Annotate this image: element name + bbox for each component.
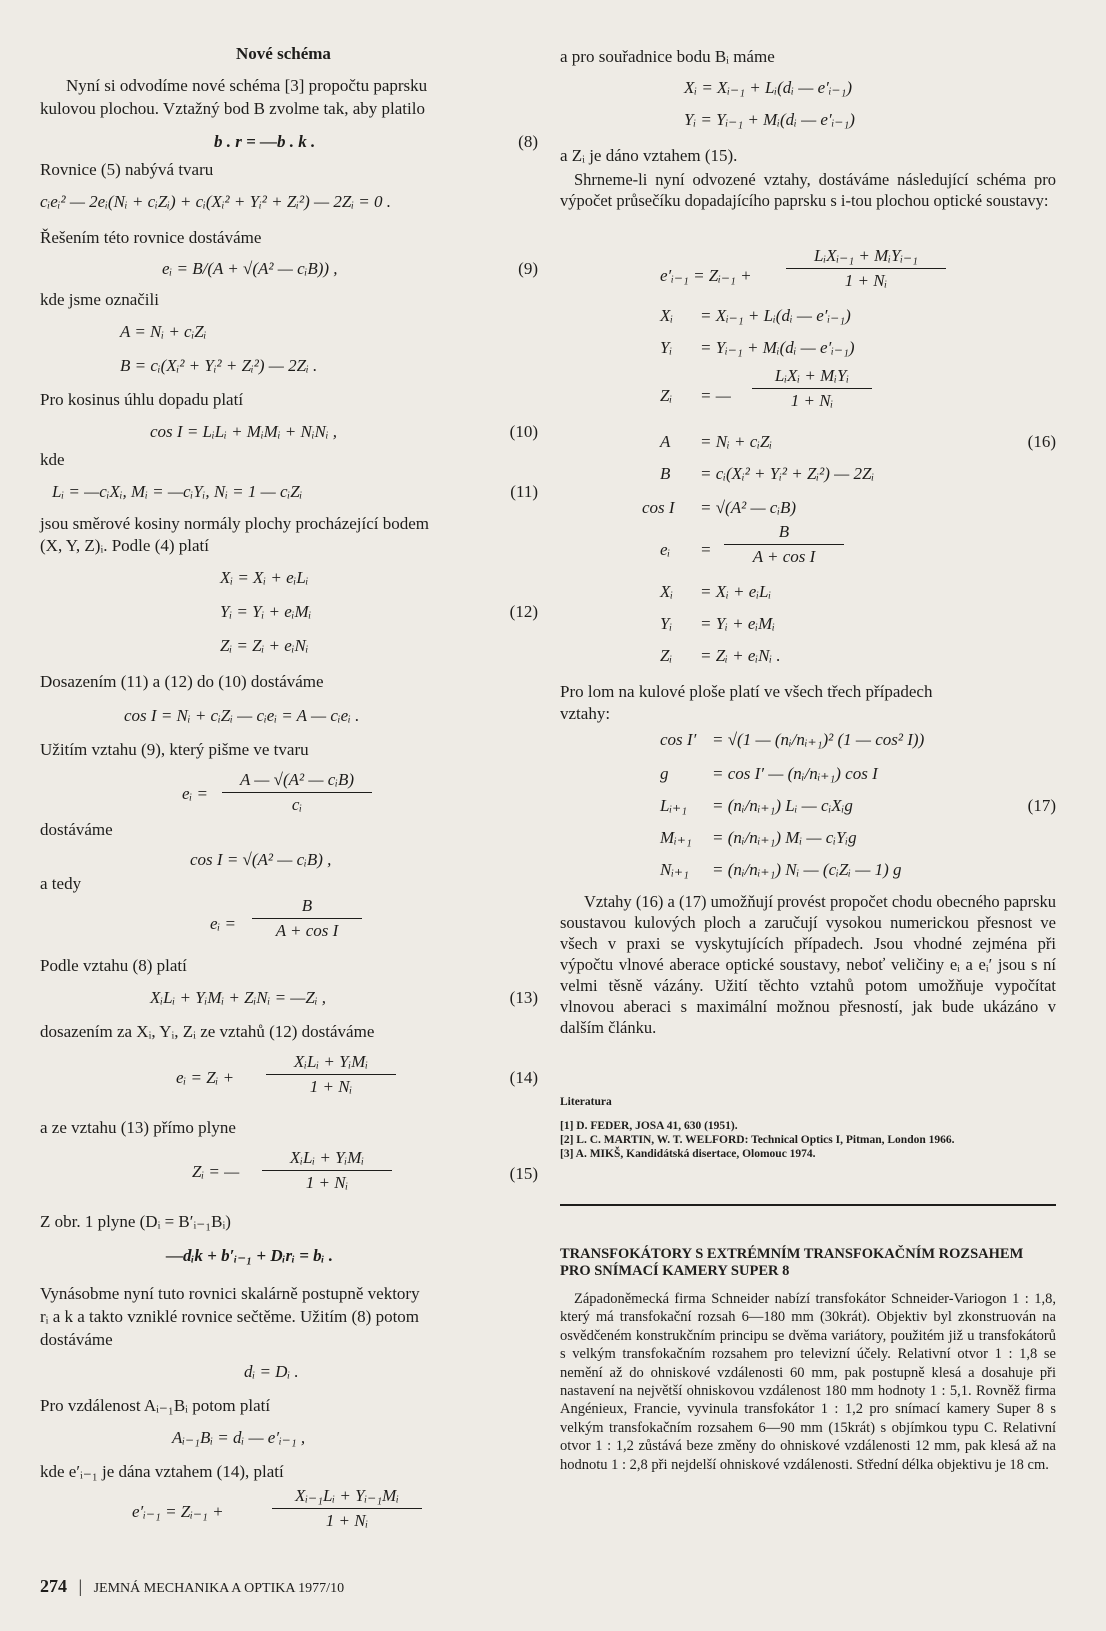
section-heading: Nové schéma [236, 44, 331, 63]
equation-lhs: eᵢ = Zᵢ + [176, 1068, 235, 1087]
fraction-numerator: XᵢLᵢ + YᵢMᵢ [293, 1052, 369, 1071]
fraction [222, 770, 372, 815]
fraction-denominator: cᵢ [291, 795, 303, 814]
scheme-rhs: = Yᵢ₋₁ + Mᵢ(dᵢ — e′ᵢ₋₁) [700, 338, 855, 357]
text-line: Podle vztahu (8) platí [40, 956, 187, 975]
fraction [266, 1052, 396, 1097]
text-line: Rovnice (5) nabývá tvaru [40, 160, 214, 179]
scheme-lhs: g [660, 764, 669, 783]
scheme-rhs: = (nᵢ/nᵢ₊₁) Mᵢ — cᵢYᵢg [712, 828, 857, 847]
scheme-lhs: Xᵢ [660, 582, 674, 601]
equation-lhs: eᵢ = [210, 914, 236, 933]
scheme-lhs: Zᵢ [660, 386, 673, 405]
equation-number: (13) [509, 988, 538, 1007]
scheme-rhs: = (nᵢ/nᵢ₊₁) Nᵢ — (cᵢZᵢ — 1) g [712, 860, 902, 879]
reference-item: [3] A. MIKŠ, Kandidátská disertace, Olomouc 1974. [560, 1148, 816, 1160]
text-line: Řešením této rovnice dostáváme [40, 228, 262, 247]
equation-number: (11) [510, 482, 538, 501]
references-heading: Literatura [560, 1096, 612, 1108]
fraction-bar [222, 792, 372, 793]
fraction-denominator: 1 + Nᵢ [309, 1077, 353, 1096]
scheme-lhs: e′ᵢ₋₁ = Zᵢ₋₁ + [660, 266, 752, 285]
text-line: vztahy: [560, 704, 611, 723]
equation-lhs: e′ᵢ₋₁ = Zᵢ₋₁ + [132, 1502, 224, 1521]
news-title: TRANSFOKÁTORY S EXTRÉMNÍM TRANSFOKAČNÍM ROZSAHEM PRO SNÍMACÍ KAMERY SUPER 8 [560, 1246, 1024, 1280]
fraction-numerator: B [301, 896, 313, 915]
equation-12a: Xᵢ = Xᵢ + eᵢLᵢ [220, 568, 309, 587]
fraction [752, 366, 872, 411]
equation-11: Lᵢ = —cᵢXᵢ, Mᵢ = —cᵢYᵢ, Nᵢ = 1 — cᵢZᵢ [52, 482, 303, 501]
text-line: Užitím vztahu (9), který pišme ve tvaru [40, 740, 309, 759]
fraction-numerator: XᵢLᵢ + YᵢMᵢ [289, 1148, 365, 1167]
equation-cos2: cos I = √(A² — cᵢB) , [190, 850, 332, 869]
fraction-denominator: 1 + Nᵢ [790, 391, 834, 410]
equation-number: (16) [1027, 432, 1056, 451]
text-line: jsou směrové kosiny normály plochy procházející bodem [40, 514, 430, 533]
scheme-rhs: = cᵢ(Xᵢ² + Yᵢ² + Zᵢ²) — 2Zᵢ [700, 464, 875, 483]
scheme-rhs: = Yᵢ + eᵢMᵢ [700, 614, 775, 633]
equation-lhs: Zᵢ = — [192, 1162, 240, 1181]
scheme-rhs: = Nᵢ + cᵢZᵢ [700, 432, 773, 451]
equation-number: (10) [509, 422, 538, 441]
scheme-lhs: Mᵢ₊₁ [660, 828, 692, 847]
text-line: a tedy [40, 874, 82, 893]
paragraph: Shrneme-li nyní odvozené vztahy, dostáváme následující schéma pro výpočet průsečíku dopadajícího paprsku s i-tou plochou optické soustavy: [560, 170, 1056, 210]
fraction-bar [724, 544, 844, 545]
equation-number: (9) [518, 259, 538, 278]
fraction-bar [252, 918, 362, 919]
fraction [786, 246, 946, 291]
equation-a: A = Nᵢ + cᵢZᵢ [120, 322, 207, 341]
equation-5: cᵢeᵢ² — 2eᵢ(Nᵢ + cᵢZᵢ) + cᵢ(Xᵢ² + Yᵢ² + Zᵢ²) — 2Zᵢ = 0 . [40, 192, 391, 211]
fraction [262, 1148, 392, 1193]
equation-y: Yᵢ = Yᵢ₋₁ + Mᵢ(dᵢ — e′ᵢ₋₁) [684, 110, 855, 129]
fraction-bar [786, 268, 946, 269]
scheme-rhs: = Xᵢ₋₁ + Lᵢ(dᵢ — e′ᵢ₋₁) [700, 306, 851, 325]
text-line: Pro lom na kulové ploše platí ve všech třech případech [560, 682, 933, 701]
scheme-lhs: Lᵢ₊₁ [660, 796, 688, 815]
scheme-rhs: = √(1 — (nᵢ/nᵢ₊₁)² (1 — cos² I)) [712, 730, 925, 749]
equation-10: cos I = LᵢLᵢ + MᵢMᵢ + NᵢNᵢ , [150, 422, 338, 441]
scheme-rhs: = — [700, 386, 731, 405]
equation-cos: cos I = Nᵢ + cᵢZᵢ — cᵢeᵢ = A — cᵢeᵢ . [124, 706, 360, 725]
footer-separator: | [78, 1576, 83, 1596]
equation-13: XᵢLᵢ + YᵢMᵢ + ZᵢNᵢ = —Zᵢ , [150, 988, 327, 1007]
fraction-denominator: A + cos I [752, 547, 816, 566]
scheme-lhs: Yᵢ [660, 614, 673, 633]
equation-vector: —dᵢk + b′ᵢ₋₁ + Dᵢrᵢ = bᵢ . [166, 1246, 334, 1265]
scheme-lhs: cos I′ [660, 730, 697, 749]
scheme-lhs: Xᵢ [660, 306, 674, 325]
journal-title: JEMNÁ MECHANIKA A OPTIKA 1977/10 [93, 1581, 345, 1596]
text-line: Z obr. 1 plyne (Dᵢ = B′ᵢ₋₁Bᵢ) [40, 1212, 231, 1231]
equation-ab: Aᵢ₋₁Bᵢ = dᵢ — e′ᵢ₋₁ , [172, 1428, 306, 1447]
equation-lhs: eᵢ = [182, 784, 208, 803]
text-line: dostáváme [40, 1330, 113, 1349]
equation-8: b . r = —b . k . [214, 132, 316, 151]
equation-12b: Yᵢ = Yᵢ + eᵢMᵢ [220, 602, 312, 621]
equation-b: B = cᵢ(Xᵢ² + Yᵢ² + Zᵢ²) — 2Zᵢ . [120, 356, 318, 375]
text-line: rᵢ a k a takto vzniklé rovnice sečtěme. Užitím (8) potom [40, 1307, 420, 1326]
scheme-rhs: = [700, 540, 712, 559]
scheme-lhs: cos I [642, 498, 675, 517]
scheme-rhs: = cos I′ — (nᵢ/nᵢ₊₁) cos I [712, 764, 878, 783]
paragraph-line: kulovou plochou. Vztažný bod B zvolme tak, aby platilo [40, 99, 425, 118]
fraction-denominator: 1 + Nᵢ [305, 1173, 349, 1192]
text-line: a ze vztahu (13) přímo plyne [40, 1118, 236, 1137]
scheme-lhs: B [660, 464, 671, 483]
text-line: kde e′ᵢ₋₁ je dána vztahem (14), platí [40, 1462, 284, 1481]
text-line: dostáváme [40, 820, 113, 839]
fraction [724, 522, 844, 567]
fraction-numerator: LᵢXᵢ₋₁ + MᵢYᵢ₋₁ [814, 246, 918, 265]
divider [560, 1204, 1056, 1206]
equation-x: Xᵢ = Xᵢ₋₁ + Lᵢ(dᵢ — e′ᵢ₋₁) [684, 78, 853, 97]
fraction [272, 1486, 422, 1531]
equation-9: eᵢ = B/(A + √(A² — cᵢB)) , [162, 259, 338, 278]
text-line: kde jsme označili [40, 290, 159, 309]
fraction-bar [272, 1508, 422, 1509]
fraction [252, 896, 362, 941]
fraction-bar [266, 1074, 396, 1075]
paragraph-line: Nyní si odvodíme nové schéma [3] propočtu paprsku [66, 76, 428, 95]
scheme-rhs: = √(A² — cᵢB) [700, 498, 797, 517]
scheme-lhs: Nᵢ₊₁ [660, 860, 689, 879]
text-line: Vynásobme nyní tuto rovnici skalárně postupně vektory [40, 1284, 420, 1303]
news-body: Západoněmecká firma Schneider nabízí transfokátor Schneider-Variogon 1 : 1,8, který má transfokační rozsah 6—180 mm (30krát). Objektiv byl zkonstruován na osvědčeném konstrukčním principu se dvěma variátory, použitém již u transfokátorů s velkým transfokačním rozsahem pro televizní účely. Relativní otvor 1 : 1,8 se nemění až do ohniskové vzdálenosti 60 mm, pak postupně klesá a dosahuje při nastavení na největší ohniskovou vzdálenost 180 mm hodnoty 1 : 5,1. Rovněž firma Angénieux, Francie, vyvinula transfokátor 1 : 1,2 pro snímací kamery Super 8 s velkým transfokačním rozsahem 6—90 mm (15krát) s objímkou typu C. Relativní otvor 1 : 1,2 zůstává beze změny do ohniskové vzdálenosti 12 mm, pak klesá až na hodnotu 1 : 2,8 při nejdelší ohniskové vzdálenosti. Střední délka objektivu je 18 cm. [560, 1291, 1056, 1473]
equation-number: (12) [509, 602, 538, 621]
scheme-rhs: = Zᵢ + eᵢNᵢ . [700, 646, 781, 665]
text-line: dosazením za Xᵢ, Yᵢ, Zᵢ ze vztahů (12) dostáváme [40, 1022, 375, 1041]
text-line: (X, Y, Z)ᵢ. Podle (4) platí [40, 536, 209, 555]
reference-item: [1] D. FEDER, JOSA 41, 630 (1951). [560, 1120, 738, 1132]
fraction-denominator: 1 + Nᵢ [325, 1511, 369, 1530]
text-line: Pro vzdálenost Aᵢ₋₁Bᵢ potom platí [40, 1396, 271, 1415]
equation-d: dᵢ = Dᵢ . [244, 1362, 299, 1381]
page-footer [40, 1576, 344, 1597]
text-line: Dosazením (11) a (12) do (10) dostáváme [40, 672, 324, 691]
scheme-rhs: = (nᵢ/nᵢ₊₁) Lᵢ — cᵢXᵢg [712, 796, 853, 815]
scheme-lhs: eᵢ [660, 540, 671, 559]
equation-number: (8) [518, 132, 538, 151]
fraction-bar [752, 388, 872, 389]
text-line: a pro souřadnice bodu Bᵢ máme [560, 47, 775, 66]
text-line: kde [40, 450, 65, 469]
fraction-bar [262, 1170, 392, 1171]
text-line: Pro kosinus úhlu dopadu platí [40, 390, 244, 409]
scheme-lhs: A [660, 432, 671, 451]
fraction-numerator: Xᵢ₋₁Lᵢ + Yᵢ₋₁Mᵢ [295, 1486, 399, 1505]
fraction-denominator: A + cos I [275, 921, 339, 940]
page-number: 274 [40, 1576, 67, 1596]
scheme-rhs: = Xᵢ + eᵢLᵢ [700, 582, 772, 601]
scheme-lhs: Zᵢ [660, 646, 673, 665]
fraction-numerator: LᵢXᵢ + MᵢYᵢ [774, 366, 850, 385]
equation-number: (17) [1027, 796, 1056, 815]
equation-12c: Zᵢ = Zᵢ + eᵢNᵢ [220, 636, 309, 655]
paragraph: Vztahy (16) a (17) umožňují provést propočet chodu obecného paprsku soustavou kulových ploch a zaručují vysokou numerickou přesnost ve všech v praxi se vyskytujících případech. Jsou vhodné zejména při výpočtu vlnové aberace optické soustavy, neboť veličiny eᵢ a eᵢ′ jsou s ní velmi těsně vázány. Užití těchto vztahů potom umožňuje vypočítat vlnovou aberaci s maximální možnou přesností, jak bude ukázáno v dalším článku. [560, 892, 1056, 1037]
scheme-lhs: Yᵢ [660, 338, 673, 357]
equation-number: (15) [509, 1164, 538, 1183]
equation-number: (14) [509, 1068, 538, 1087]
fraction-numerator: A — √(A² — cᵢB) [239, 770, 355, 789]
text-line: a Zᵢ je dáno vztahem (15). [560, 146, 738, 165]
fraction-numerator: B [778, 522, 790, 541]
reference-item: [2] L. C. MARTIN, W. T. WELFORD: Technical Optics I, Pitman, London 1966. [560, 1134, 955, 1146]
fraction-denominator: 1 + Nᵢ [844, 271, 888, 290]
